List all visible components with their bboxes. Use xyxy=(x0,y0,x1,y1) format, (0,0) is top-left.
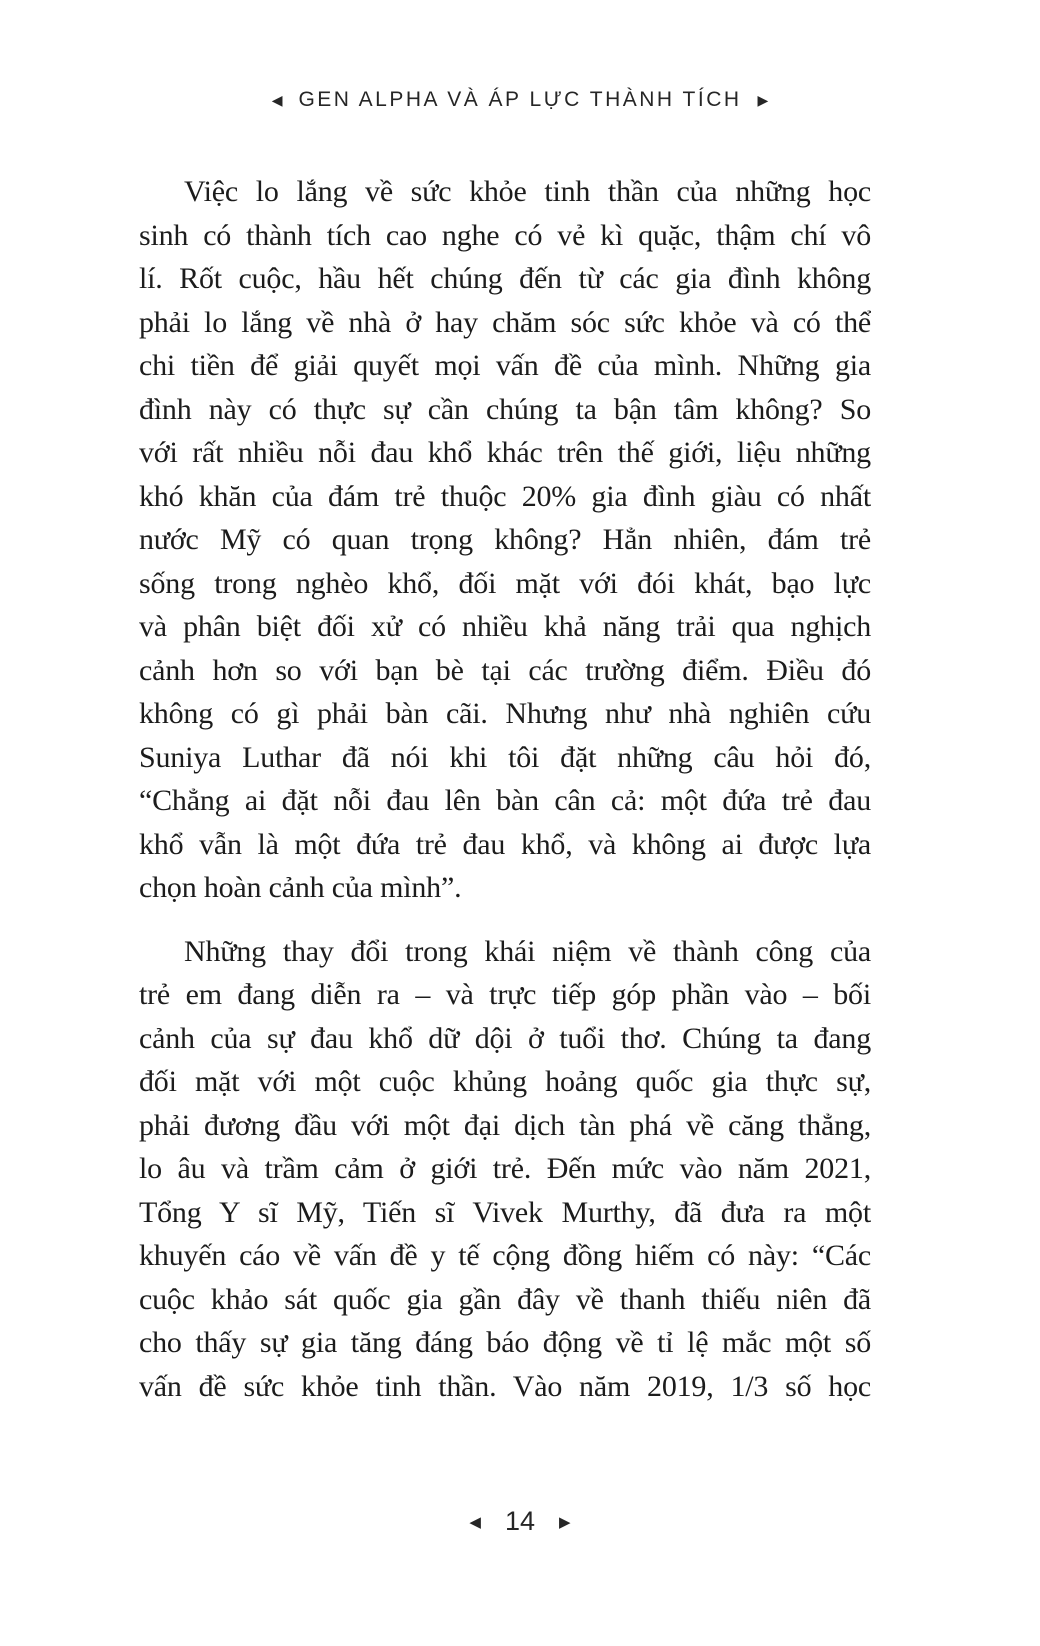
text-line: phải lo lắng về nhà ở hay chăm sóc sức khỏe và có thể xyxy=(139,305,871,339)
text-line: chi tiền để giải quyết mọi vấn đề của mình. Những gia xyxy=(139,349,871,382)
text-line: lí. Rốt cuộc, hầu hết chúng đến từ các gia đình không xyxy=(139,262,871,295)
text-line: khổ vẫn là một đứa trẻ đau khổ, và không ai được lựa xyxy=(139,827,871,861)
text-line: không có gì phải bàn cãi. Nhưng như nhà nghiên cứu xyxy=(139,697,871,730)
text-line: lo âu và trầm cảm ở giới trẻ. Đến mức vào năm 2021, xyxy=(139,1152,871,1185)
text-line: Suniya Luthar đã nói khi tôi đặt những câu hỏi đó, xyxy=(139,740,871,774)
text-line: cuộc khảo sát quốc gia gần đây về thanh thiếu niên đã xyxy=(139,1282,871,1316)
left-arrow-icon: ◀ xyxy=(469,1513,481,1531)
text-line: sinh có thành tích cao nghe có vẻ kì quặc, thậm chí vô xyxy=(139,218,871,252)
text-line: vấn đề sức khỏe tinh thần. Vào năm 2019, 1/3 số học xyxy=(139,1369,871,1403)
right-arrow-icon: ▶ xyxy=(757,93,769,109)
text-line: khuyến cáo về vấn đề y tế cộng đồng hiếm có này: “Các xyxy=(139,1239,871,1272)
text-line: chọn hoàn cảnh của mình”. xyxy=(139,871,462,904)
left-arrow-icon: ◀ xyxy=(271,93,283,109)
text-line: nước Mỹ có quan trọng không? Hẳn nhiên, đám trẻ xyxy=(139,523,871,556)
text-line: Tổng Y sĩ Mỹ, Tiến sĩ Vivek Murthy, đã đưa ra một xyxy=(139,1195,871,1229)
text-line: với rất nhiều nỗi đau khổ khác trên thế giới, liệu những xyxy=(139,436,871,469)
text-line: sống trong nghèo khổ, đối mặt với đói khát, bạo lực xyxy=(139,566,871,600)
body-text xyxy=(139,170,871,1408)
text-line: và phân biệt đối xử có nhiều khả năng trải qua nghịch xyxy=(139,610,871,643)
page-number: 14 xyxy=(504,1506,536,1536)
text-line: cảnh hơn so với bạn bè tại các trường điểm. Điều đó xyxy=(139,653,871,687)
text-line: Việc lo lắng về sức khỏe tinh thần của những học xyxy=(184,175,871,208)
page-number-footer xyxy=(0,1506,1040,1537)
text-line: phải đương đầu với một đại dịch tàn phá về căng thẳng, xyxy=(139,1108,871,1142)
paragraph xyxy=(139,170,871,910)
text-line: “Chẳng ai đặt nỗi đau lên bàn cân cả: một đứa trẻ đau xyxy=(139,784,871,817)
text-line: đình này có thực sự cần chúng ta bận tâm không? So xyxy=(139,392,871,426)
text-line: khó khăn của đám trẻ thuộc 20% gia đình giàu có nhất xyxy=(139,479,871,513)
text-line: cho thấy sự gia tăng đáng báo động về tỉ lệ mắc một số xyxy=(139,1326,871,1359)
chapter-title: GEN ALPHA VÀ ÁP LỰC THÀNH TÍCH xyxy=(298,88,742,111)
paragraph xyxy=(139,930,871,1409)
text-line: trẻ em đang diễn ra – và trực tiếp góp phần vào – bối xyxy=(139,978,871,1011)
text-line: Những thay đổi trong khái niệm về thành công của xyxy=(184,934,871,968)
right-arrow-icon: ▶ xyxy=(559,1513,571,1531)
text-line: cảnh của sự đau khổ dữ dội ở tuổi thơ. Chúng ta đang xyxy=(139,1021,871,1055)
running-head xyxy=(0,88,1040,112)
text-line: đối mặt với một cuộc khủng hoảng quốc gia thực sự, xyxy=(139,1065,871,1098)
